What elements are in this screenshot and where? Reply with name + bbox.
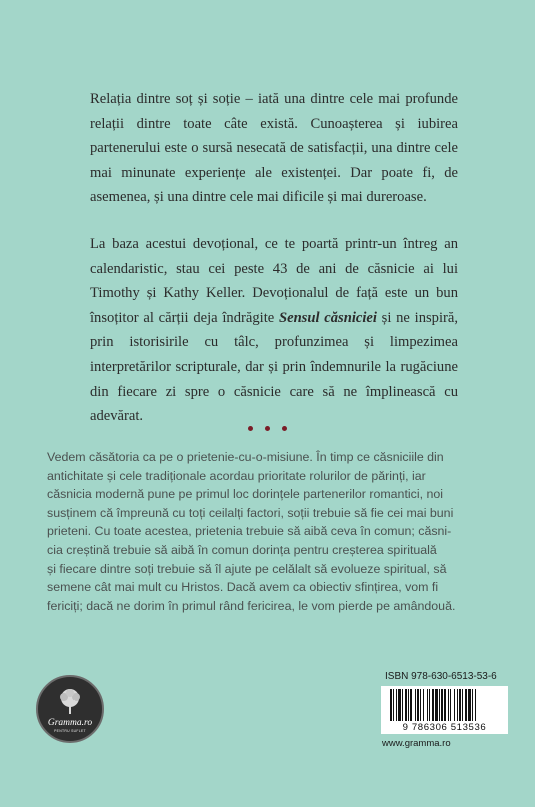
barcode-bar	[402, 689, 403, 721]
quote-line: Vedem căsătoria ca pe o prietenie-cu-o-misiune. În timp ce căsniciile din	[47, 450, 444, 464]
barcode-bar	[468, 689, 471, 721]
quote-block	[47, 448, 492, 615]
isbn-label: ISBN 978-630-6513-53-6	[385, 671, 497, 682]
quote-line: și fiecare dintre soți trebuie să îl ajute pe celălalt să evolueze spiritual, să	[47, 561, 447, 576]
barcode-bar	[454, 689, 455, 721]
barcode-bar	[465, 689, 467, 721]
quote-line: antichitate și cele tradiționale acordau prioritate rolurilor de părinți, iar	[47, 468, 426, 483]
section-divider	[0, 418, 535, 436]
barcode-bar	[435, 689, 438, 721]
quote-line: căsnicia modernă pune pe primul loc dorințele partenerilor romantici, noi	[47, 487, 444, 502]
barcode-bar	[408, 689, 409, 721]
barcode-bar	[398, 689, 401, 721]
barcode-bar	[429, 689, 430, 721]
paragraph-text-before: La baza acestui devoțional, ce te poartă printr-un întreg an calendaristic, stau cei peste 43 de ani de căsnicie ai lui Timothy și Kathy Keller. Devoționalul de față este un bun însoțitor al cărții deja îndrăgite	[90, 236, 458, 326]
barcode-bar	[410, 689, 412, 721]
publisher-tagline: PENTRU SUFLET	[54, 729, 86, 733]
publisher-website: www.gramma.ro	[382, 738, 451, 749]
barcode-bar	[475, 689, 476, 721]
barcode-bar	[420, 689, 421, 721]
paragraph-text-after: și ne inspiră, prin istorisirile cu tâlc, profunzimea și limpezimea interpretărilor scripturale, dar și prin îndemnurile la rugăciune din fiecare zi spre o căsnicie care să ne împlinească cu adevărat.	[90, 309, 459, 425]
quote-line: fericiți; dacă ne dorim în primul rând fericirea, le vom pierde pe amândouă.	[47, 598, 456, 613]
devotional-paragraph	[90, 232, 458, 429]
divider-dot	[282, 426, 287, 431]
divider-dot	[265, 426, 270, 431]
barcode-bar	[457, 689, 458, 721]
divider-dot	[248, 426, 253, 431]
barcode-bar	[448, 689, 449, 721]
barcode-bar	[432, 689, 434, 721]
barcode-bar	[427, 689, 428, 721]
barcode	[381, 686, 508, 734]
intro-paragraph: Relația dintre soț și soție – iată una dintre cele mai profunde relații dintre toate câte există. Cunoașterea și iubirea partenerului este o sursă nesecată de satisfacții, una dintre cele mai minunate experiențe ale existenței. Dar poate fi, de asemenea, și una dintre cele mai dificile și mai dureroase.	[90, 91, 458, 206]
barcode-digits: 9 786306 513536	[402, 722, 487, 733]
barcode-bar	[415, 689, 416, 721]
barcode-bars	[381, 686, 508, 724]
quote-line: semene cât mai mult cu Hristos. Dacă avem ca obiectiv sfințirea, vom fi	[47, 580, 439, 595]
quote-line: prieteni. Cu toate acestea, prietenia trebuie să aibă ceva în comun; căsni-	[47, 524, 452, 539]
barcode-bar	[390, 689, 392, 721]
book-title: Sensul căsniciei	[278, 309, 377, 326]
barcode-bar	[396, 689, 397, 721]
barcode-bar	[450, 689, 451, 721]
tree-icon	[57, 688, 83, 716]
barcode-bar	[444, 689, 446, 721]
publisher-logo	[36, 675, 104, 743]
barcode-bar	[459, 689, 461, 721]
barcode-bar	[472, 689, 473, 721]
barcode-bar	[417, 689, 419, 721]
barcode-bar	[405, 689, 407, 721]
barcode-bar	[423, 689, 424, 721]
barcode-bar	[462, 689, 463, 721]
quote-line: susținem că împreună cu toți ceilalți factori, soții trebuie să fie cei mai buni	[47, 505, 454, 520]
barcode-bar	[441, 689, 443, 721]
quote-line: cia creștină trebuie să aibă în comun dorința pentru creșterea spirituală	[47, 542, 437, 557]
barcode-bar	[439, 689, 440, 721]
barcode-bar	[393, 689, 394, 721]
publisher-name: Gramma.ro	[47, 718, 93, 728]
